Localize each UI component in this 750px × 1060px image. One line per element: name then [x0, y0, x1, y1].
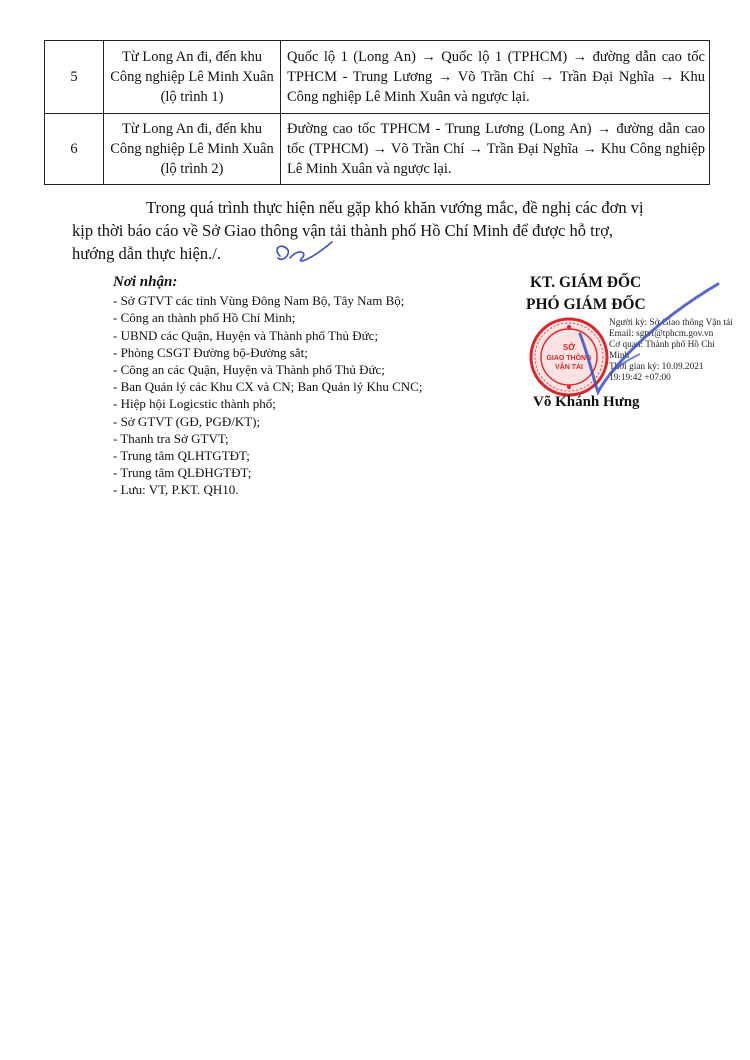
- signer-line: Người ký: Sở Giao thông Vận tải: [609, 318, 733, 328]
- route-table: [44, 40, 710, 185]
- list-item: - Trung tâm QLĐHGTĐT;: [113, 465, 252, 481]
- row-number: 5: [45, 41, 104, 114]
- row-origin: Từ Long An đi, đến khu Công nghiệp Lê Minh Xuân (lộ trình 2): [104, 114, 281, 185]
- signer-name: Võ Khánh Hưng: [533, 394, 640, 410]
- list-item: - Công an thành phố Hồ Chí Minh;: [113, 310, 296, 326]
- closing-line: Trong quá trình thực hiện nếu gặp khó khăn vướng mắc, đề nghị các đơn vị: [146, 198, 644, 217]
- row-number: 6: [45, 114, 104, 185]
- row-route: Quốc lộ 1 (Long An) → Quốc lộ 1 (TPHCM) → đường dẫn cao tốc TPHCM - Trung Lương → Võ Trần Chí → Trần Đại Nghĩa → Khu Công nghiệp Lê Minh Xuân và ngược lại.: [281, 41, 710, 114]
- signer-line: Cơ quan: Thành phố Hồ Chí Minh: [609, 340, 715, 361]
- list-item: - Sở GTVT các tỉnh Vùng Đông Nam Bộ, Tây Nam Bộ;: [113, 293, 405, 309]
- handwritten-initials: [268, 238, 334, 268]
- row-route: Đường cao tốc TPHCM - Trung Lương (Long An) → đường dẫn cao tốc (TPHCM) → Võ Trần Chí → Trần Đại Nghĩa → Khu Công nghiệp Lê Minh Xuân và ngược lại.: [281, 114, 710, 185]
- svg-text:SỞ: SỞ: [562, 343, 576, 352]
- list-item: - Phòng CSGT Đường bộ-Đường sắt;: [113, 344, 308, 360]
- closing-line: hướng dẫn thực hiện./.: [72, 244, 221, 263]
- signer-line: Thời gian ký: 10.09.2021 19:19:42 +07:00: [609, 362, 704, 383]
- table-row: [45, 41, 710, 114]
- svg-text:GIAO THÔNG: GIAO THÔNG: [546, 355, 592, 362]
- list-item: - Lưu: VT, P.KT. QH10.: [113, 482, 239, 498]
- list-item: - UBND các Quận, Huyện và Thành phố Thủ Đức;: [113, 327, 379, 343]
- list-item: - Hiệp hội Logicstic thành phố;: [113, 396, 276, 412]
- list-item: - Thanh tra Sở GTVT;: [113, 430, 229, 446]
- recipients-block: [113, 274, 422, 499]
- table-row: [45, 114, 710, 185]
- list-item: - Công an các Quận, Huyện và Thành phố Thủ Đức;: [113, 362, 385, 378]
- svg-text:VẬN TẢI: VẬN TẢI: [555, 364, 583, 371]
- list-item: - Sở GTVT (GĐ, PGĐ/KT);: [113, 413, 261, 429]
- list-item: - Trung tâm QLHTGTĐT;: [113, 448, 250, 464]
- signature-subtitle: PHÓ GIÁM ĐỐC: [526, 296, 646, 313]
- official-seal: [528, 316, 610, 398]
- signer-line: Email: sgtvt@tphcm.gov.vn: [609, 329, 714, 339]
- signature-title: KT. GIÁM ĐỐC: [530, 274, 642, 291]
- closing-line: kịp thời báo cáo về Sở Giao thông vận tải thành phố Hồ Chí Minh để được hỗ trợ,: [72, 221, 614, 240]
- recipients-list: [113, 292, 422, 498]
- digital-signature-info: [609, 318, 733, 384]
- recipients-heading: Nơi nhận:: [113, 274, 178, 290]
- row-origin: Từ Long An đi, đến khu Công nghiệp Lê Minh Xuân (lộ trình 1): [104, 41, 281, 114]
- list-item: - Ban Quản lý các Khu CX và CN; Ban Quản lý Khu CNC;: [113, 379, 423, 395]
- closing-paragraph: [72, 196, 708, 265]
